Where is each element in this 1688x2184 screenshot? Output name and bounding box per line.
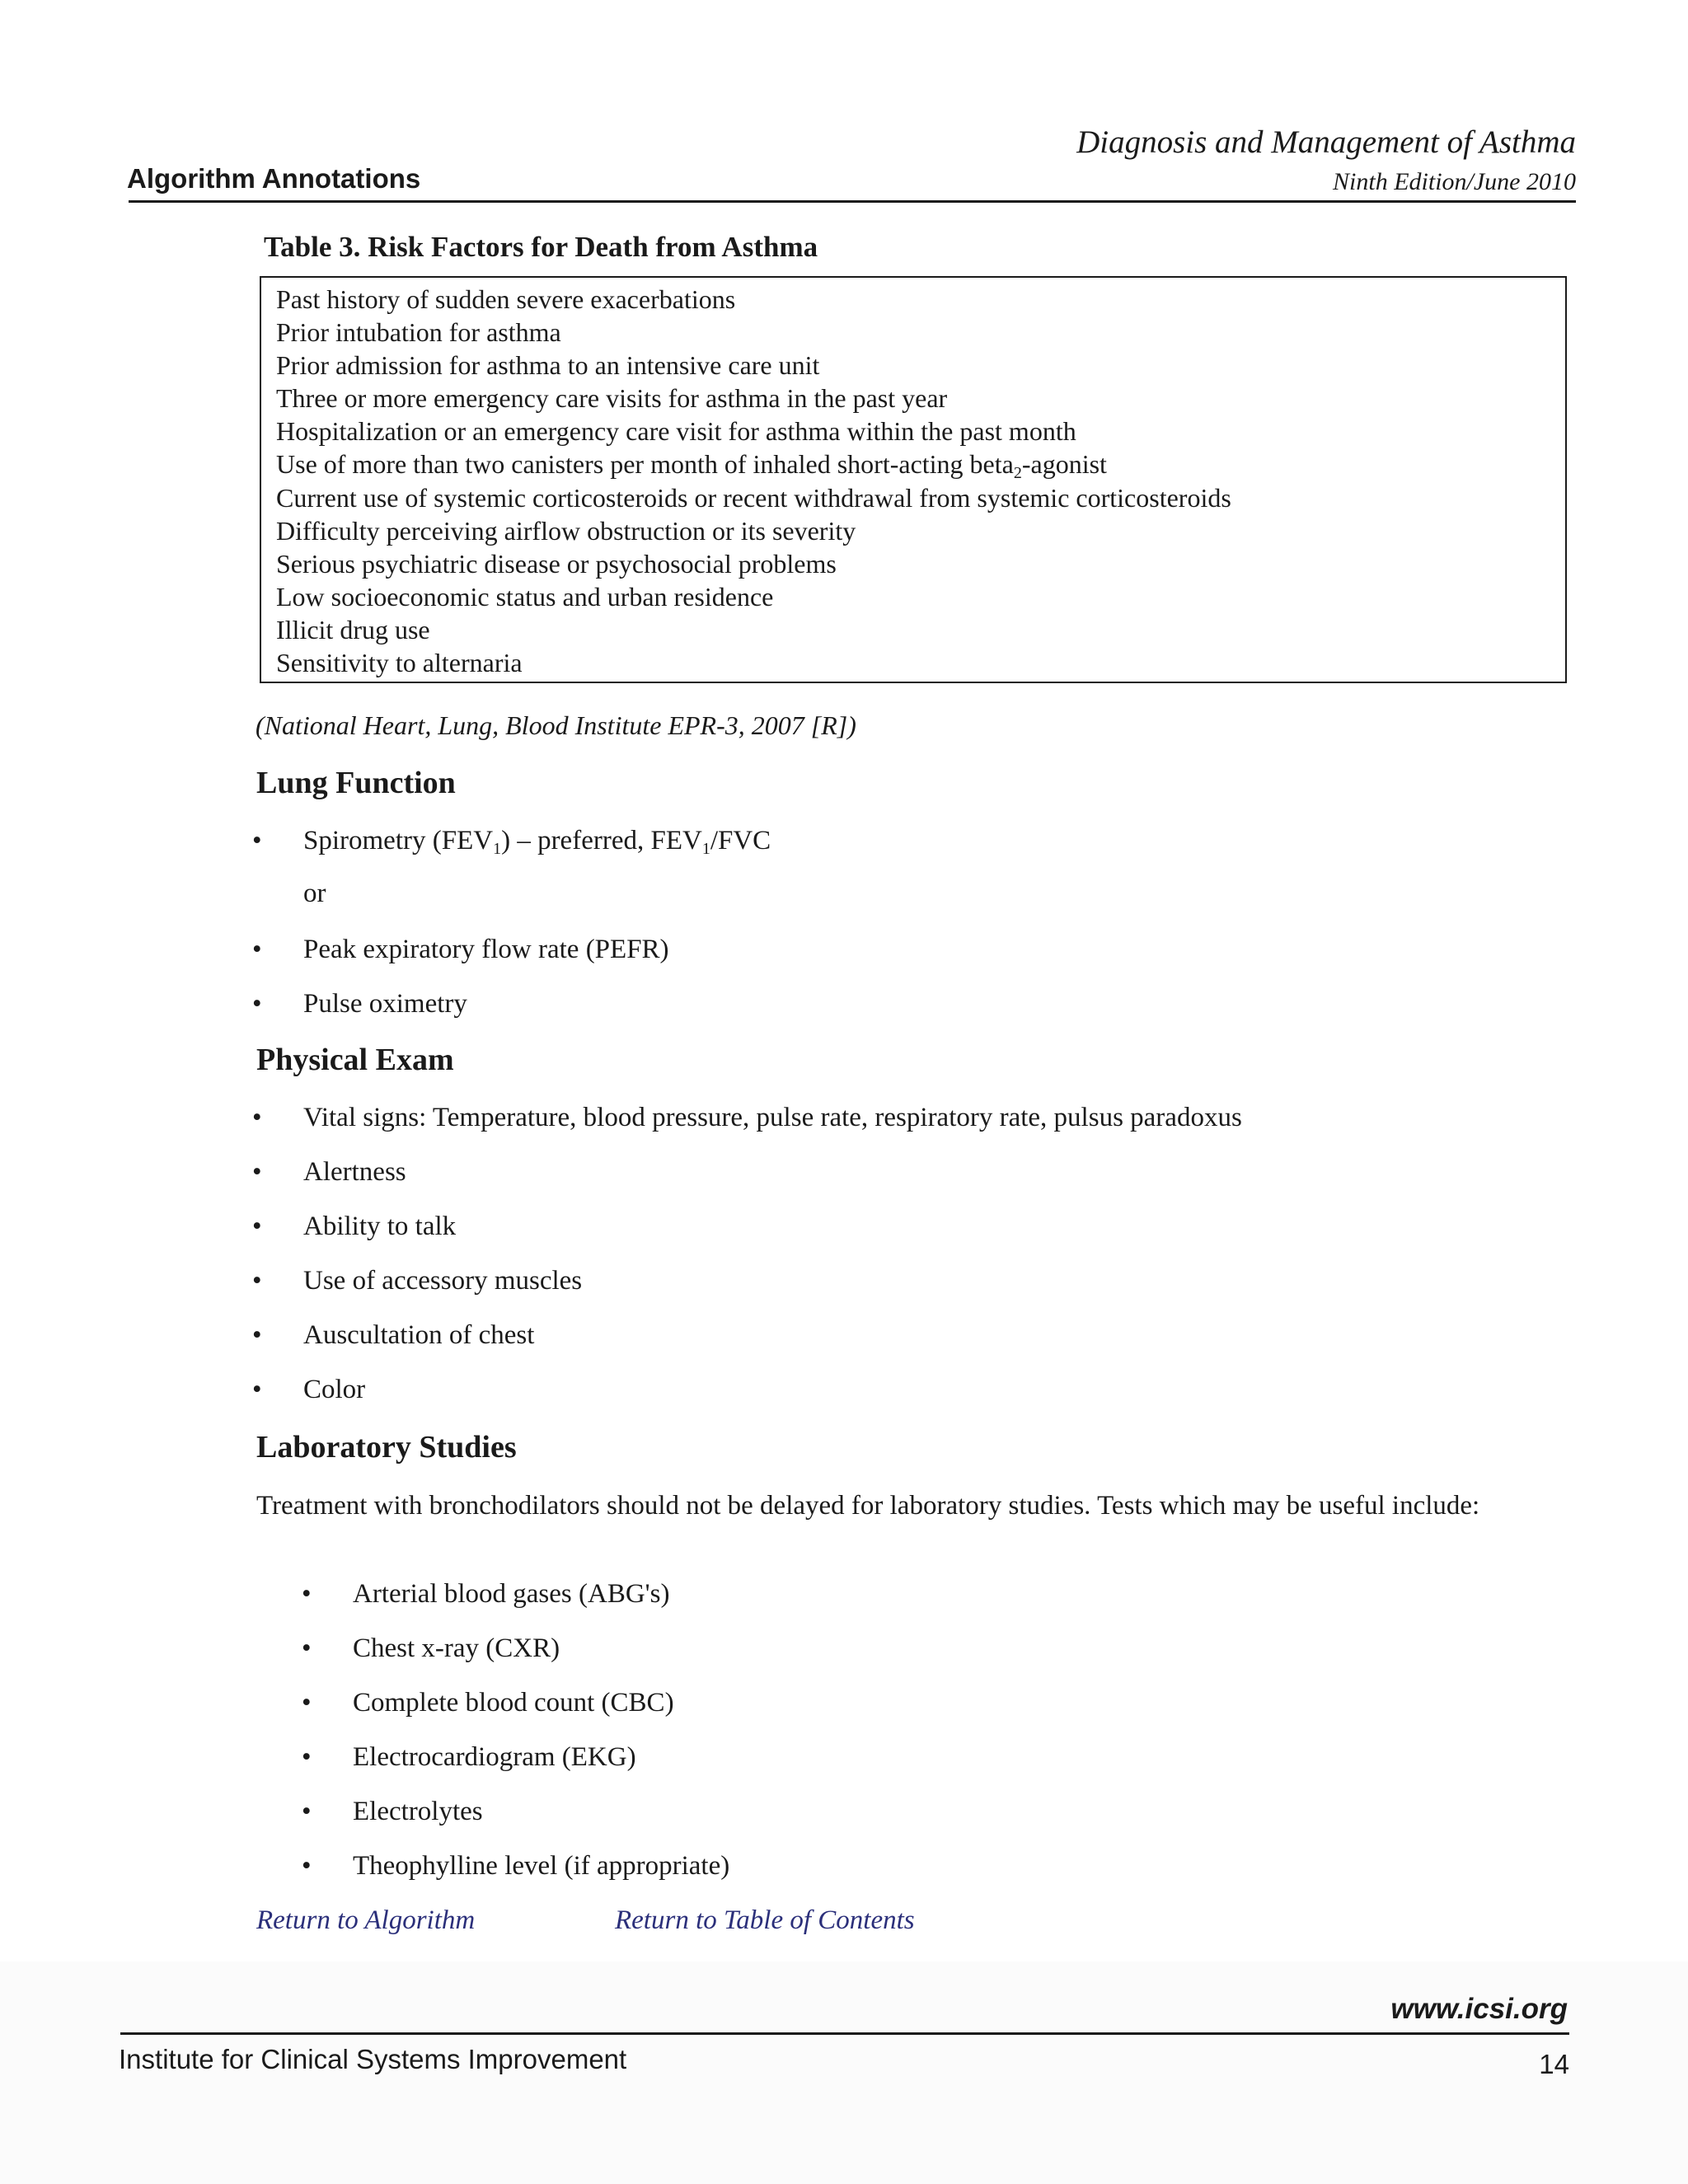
bullet-glyph: • (252, 1103, 262, 1132)
table-row: Illicit drug use (276, 614, 430, 644)
bullet-glyph: • (302, 1579, 312, 1609)
heading-lung-function: Lung Function (256, 766, 456, 800)
table-caption: Table 3. Risk Factors for Death from Asthma (264, 231, 818, 263)
text-part: ) – preferred, FEV (501, 826, 702, 855)
table-row: Sensitivity to alternaria (276, 648, 523, 678)
list-item-text: Electrocardiogram (EKG) (353, 1742, 636, 1772)
document-edition: Ninth Edition/June 2010 (1333, 168, 1576, 195)
bullet-glyph: • (252, 989, 262, 1019)
text-part: /FVC (710, 826, 771, 855)
list-item-text: Vital signs: Temperature, blood pressure, pulse rate, respiratory rate, pulsus paradoxus (303, 1103, 1242, 1132)
list-item-text: Color (303, 1375, 366, 1404)
header-rule (129, 200, 1576, 203)
return-to-toc-link[interactable]: Return to Table of Contents (615, 1905, 915, 1935)
bullet-glyph: • (252, 826, 262, 855)
table-row: Prior admission for asthma to an intensive care unit (276, 350, 820, 381)
subscript: 1 (701, 840, 710, 858)
section-title: Algorithm Annotations (127, 163, 421, 194)
table-row: Low socioeconomic status and urban residence (276, 581, 774, 612)
risk-factors-table (260, 276, 1567, 683)
return-to-algorithm-link[interactable]: Return to Algorithm (256, 1905, 476, 1935)
bullet-glyph: • (252, 935, 262, 964)
list-item-text: Electrolytes (353, 1797, 483, 1826)
footer-rule (120, 2032, 1569, 2035)
subscript: 1 (493, 840, 502, 858)
lab-intro-paragraph: Treatment with bronchodilators should not be delayed for laboratory studies. Tests which may be useful include: (256, 1491, 1480, 1521)
footer-organization: Institute for Clinical Systems Improvement (119, 2044, 627, 2074)
list-item-text: Pulse oximetry (303, 989, 467, 1019)
subscript: 2 (1013, 464, 1022, 483)
table-row: Prior intubation for asthma (276, 317, 561, 348)
list-item-text: Arterial blood gases (ABG's) (353, 1579, 670, 1609)
table-row (276, 448, 1565, 483)
list-item-text: Use of accessory muscles (303, 1266, 583, 1296)
bullet-glyph: • (252, 1212, 262, 1241)
table-row-text: Use of more than two canisters per month of inhaled short-acting beta (276, 449, 1014, 480)
heading-laboratory-studies: Laboratory Studies (256, 1430, 517, 1465)
bullet-glyph: • (302, 1742, 312, 1772)
bullet-glyph: • (302, 1851, 312, 1881)
list-item-text (303, 824, 771, 857)
table-row: Hospitalization or an emergency care visit for asthma within the past month (276, 416, 1076, 447)
list-item-text: Auscultation of chest (303, 1320, 535, 1350)
bullet-glyph: • (302, 1688, 312, 1718)
bullet-glyph: • (252, 1266, 262, 1296)
page-number: 14 (1539, 2049, 1569, 2079)
document-title: Diagnosis and Management of Asthma (1076, 124, 1576, 160)
bullet-glyph: • (252, 1157, 262, 1187)
list-item-text: Theophylline level (if appropriate) (353, 1851, 730, 1881)
list-item-text: Peak expiratory flow rate (PEFR) (303, 935, 669, 964)
table-row: Serious psychiatric disease or psychosocial problems (276, 548, 837, 579)
heading-physical-exam: Physical Exam (256, 1043, 454, 1077)
or-text: or (303, 879, 326, 908)
list-item-text: Ability to talk (303, 1212, 457, 1241)
table-row-suffix: -agonist (1021, 449, 1107, 480)
bullet-glyph: • (252, 1320, 262, 1350)
bullet-glyph: • (302, 1633, 312, 1663)
bullet-glyph: • (252, 1375, 262, 1404)
list-item-text: Chest x-ray (CXR) (353, 1633, 560, 1663)
table-citation: (National Heart, Lung, Blood Institute EPR-3, 2007 [R]) (256, 710, 856, 740)
bullet-glyph: • (302, 1797, 312, 1826)
list-item-text: Complete blood count (CBC) (353, 1688, 674, 1718)
text-part: Spirometry (FEV (303, 826, 494, 855)
table-row: Current use of systemic corticosteroids or recent withdrawal from systemic corticosteroids (276, 482, 1231, 513)
table-row: Difficulty perceiving airflow obstruction or its severity (276, 515, 856, 546)
footer-url: www.icsi.org (1390, 1993, 1568, 2025)
table-row: Past history of sudden severe exacerbations (276, 284, 736, 314)
list-item-text: Alertness (303, 1157, 406, 1187)
table-row: Three or more emergency care visits for asthma in the past year (276, 383, 948, 414)
